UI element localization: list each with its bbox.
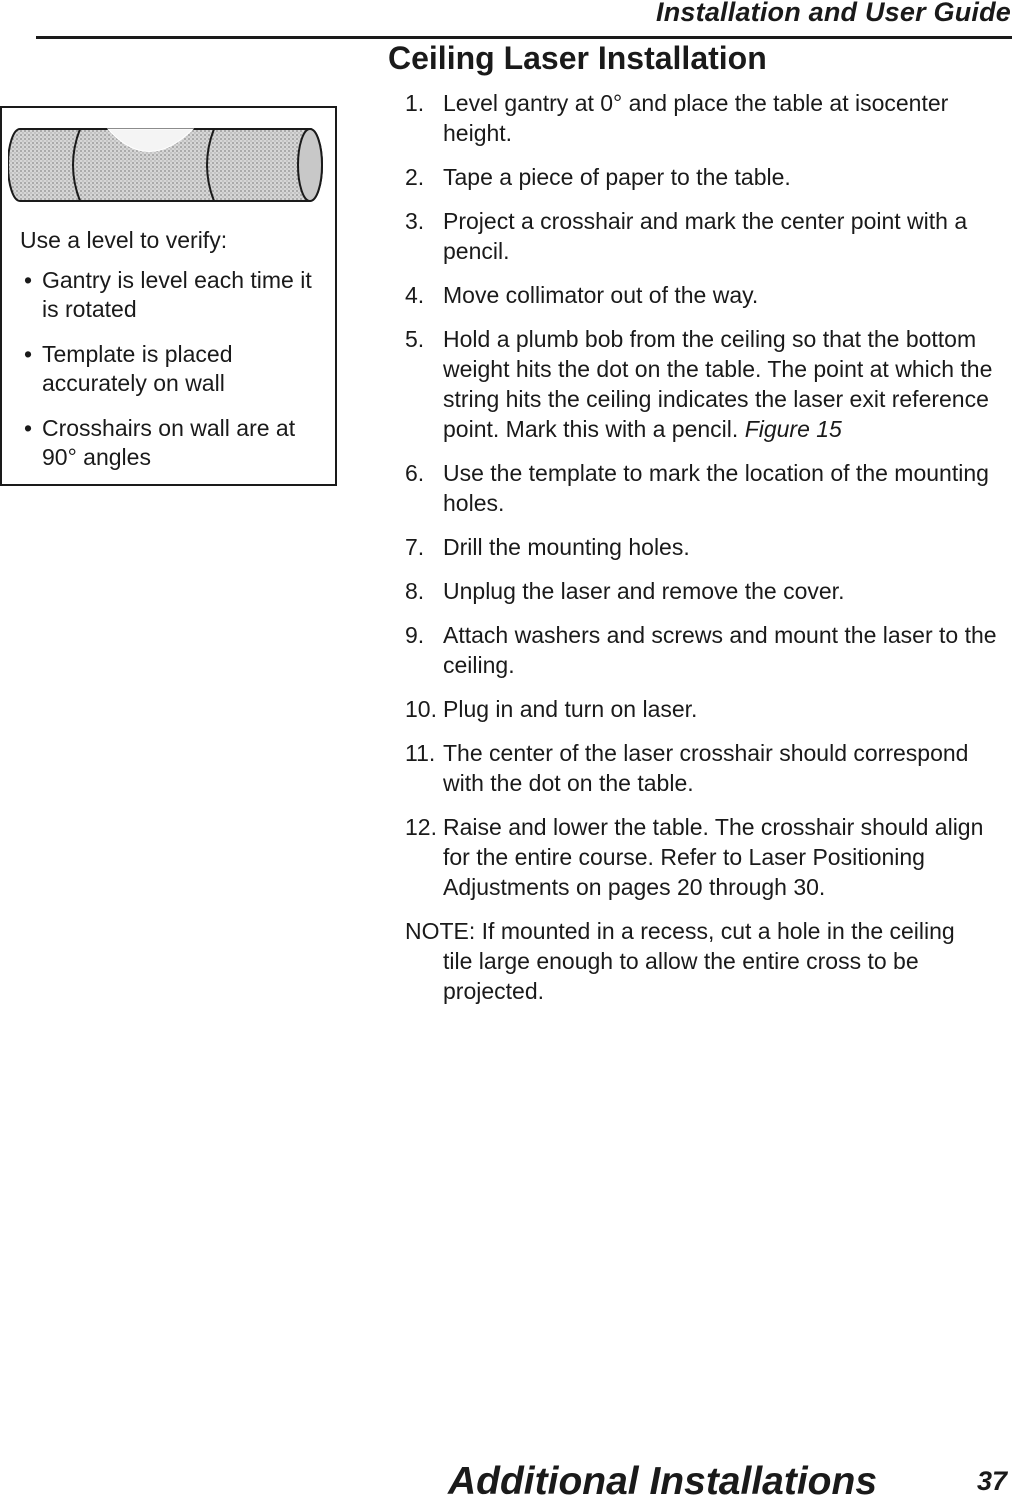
step-text: Unplug the laser and remove the cover. (443, 578, 845, 604)
installation-note (405, 916, 1013, 1006)
step-text: Attach washers and screws and mount the laser to the ceiling. (443, 622, 997, 678)
step-text: Hold a plumb bob from the ceiling so that the bottom weight hits the dot on the table. The point at which the string hits the ceiling indicates the laser exit reference point. Mark this with a pencil. (443, 326, 993, 442)
step-item (405, 812, 1013, 902)
step-text: The center of the laser crosshair should correspond with the dot on the table. (443, 740, 969, 796)
bullet: • (24, 415, 33, 441)
step-number: 1. (405, 90, 425, 116)
step-item (405, 576, 1013, 606)
step-item (405, 206, 1013, 266)
step-text: Project a crosshair and mark the center point with a pencil. (443, 208, 968, 264)
note-first-line: NOTE: If mounted in a recess, cut a hole in the ceiling (405, 918, 955, 944)
sidebar-item-text: Template is placed accurately on wall (42, 341, 233, 396)
step-number: 9. (405, 622, 425, 648)
step-number: 11. (405, 740, 436, 766)
step-text: Move collimator out of the way. (443, 282, 759, 308)
step-number: 10. (405, 696, 437, 722)
page-number: 37 (976, 1466, 1007, 1496)
step-item (405, 738, 1013, 798)
step-item (405, 280, 1013, 310)
sidebar-item-text: Gantry is level each time it is rotated (42, 267, 312, 322)
step-number: 12. (405, 814, 437, 840)
step-item (405, 324, 1013, 444)
bubble-level-icon (8, 126, 326, 204)
running-header: Installation and User Guide (656, 0, 1011, 27)
step-item (405, 458, 1013, 518)
sidebar-item (22, 414, 322, 472)
bullet: • (24, 341, 33, 367)
step-text: Use the template to mark the location of the mounting holes. (443, 460, 989, 516)
step-number: 2. (405, 164, 425, 190)
section-title: Ceiling Laser Installation (388, 40, 767, 76)
step-text: Raise and lower the table. The crosshair should align for the entire course. Refer to Laser Positioning Adjustments on pages 20 through 30. (443, 814, 984, 900)
step-number: 3. (405, 208, 425, 234)
step-number: 5. (405, 326, 425, 352)
figure-reference: Figure 15 (744, 416, 842, 442)
step-item (405, 694, 1013, 724)
note-continuation: tile large enough to allow the entire cross to be projected. (443, 948, 919, 1004)
sidebar-list (22, 266, 322, 488)
step-text: Level gantry at 0° and place the table at isocenter height. (443, 90, 949, 146)
step-text: Drill the mounting holes. (443, 534, 690, 560)
step-item (405, 532, 1013, 562)
step-number: 4. (405, 282, 425, 308)
step-number: 7. (405, 534, 425, 560)
step-text: Plug in and turn on laser. (443, 696, 698, 722)
step-item (405, 162, 1013, 192)
footer-section-title: Additional Installations (448, 1460, 878, 1503)
sidebar-intro: Use a level to verify: (20, 227, 228, 253)
step-text: Tape a piece of paper to the table. (443, 164, 791, 190)
sidebar-item-text: Crosshairs on wall are at 90° angles (42, 415, 296, 470)
step-item (405, 88, 1013, 148)
step-number: 8. (405, 578, 425, 604)
step-number: 6. (405, 460, 425, 486)
sidebar-item (22, 266, 322, 324)
sidebar-item (22, 340, 322, 398)
installation-steps (405, 88, 1013, 1006)
header-rule (36, 36, 1012, 39)
sidebar-callout (0, 106, 337, 486)
bullet: • (24, 267, 33, 293)
step-item (405, 620, 1013, 680)
